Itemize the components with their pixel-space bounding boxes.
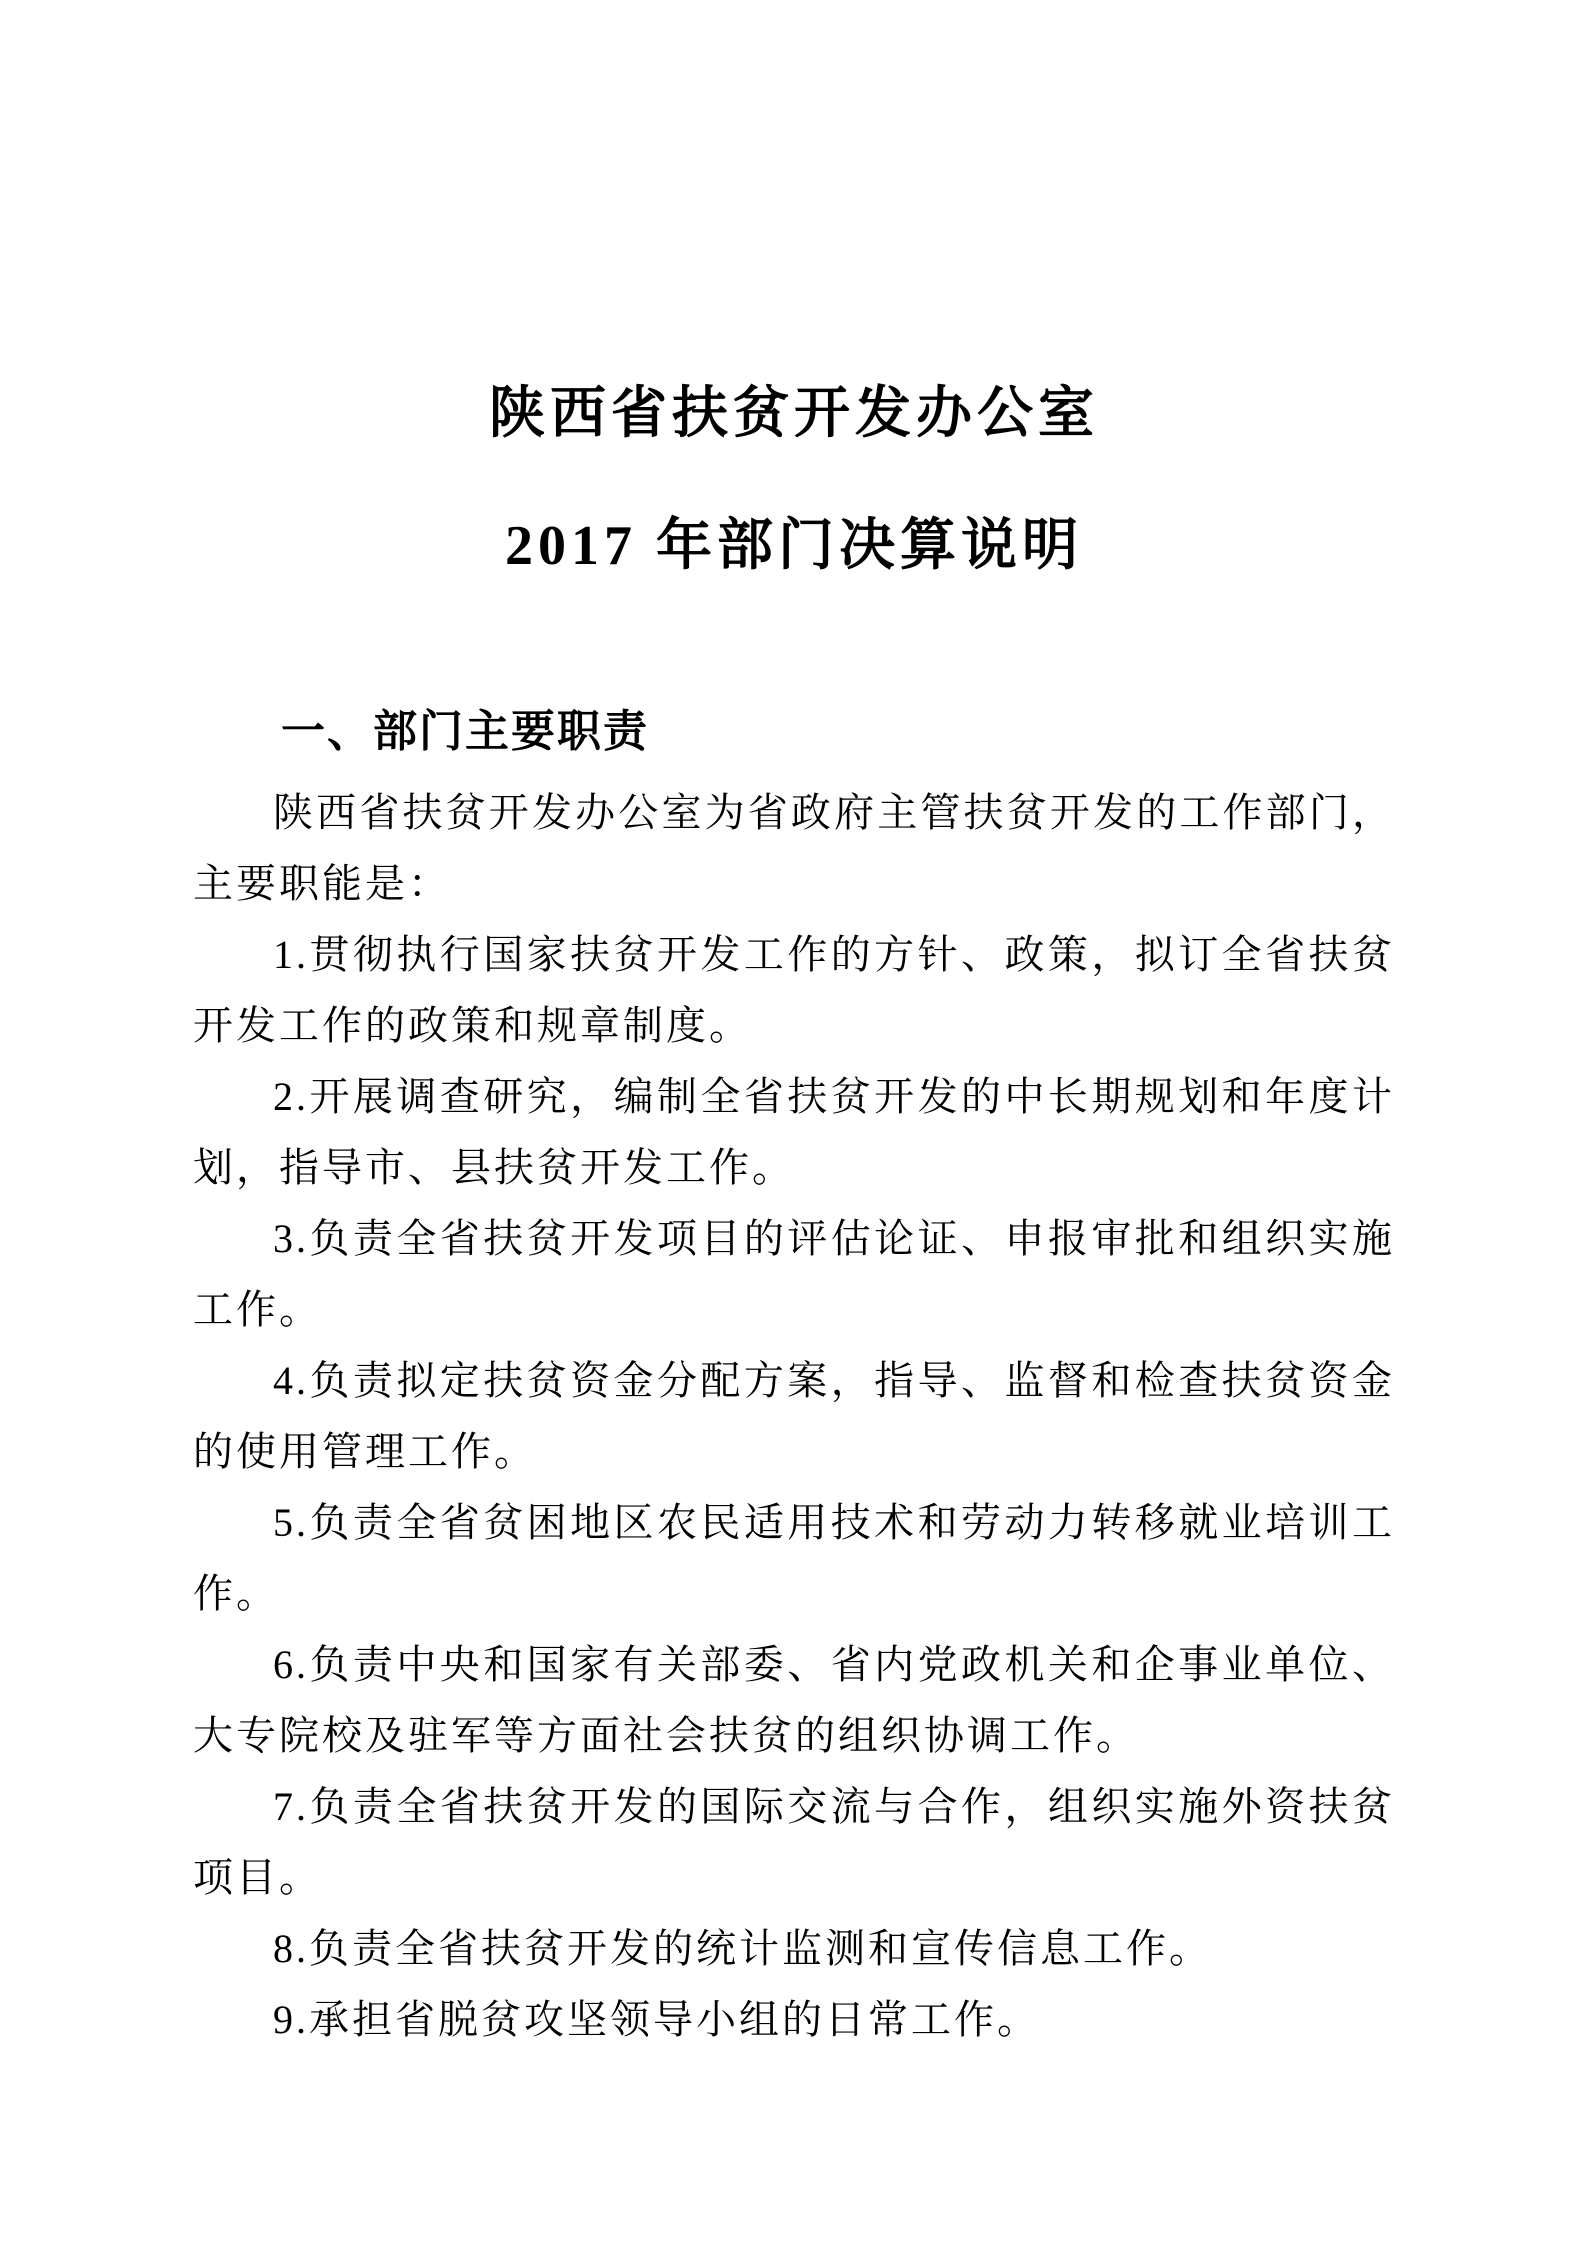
document-title-line1: 陕西省扶贫开发办公室 (489, 383, 1099, 445)
duty-item-3: 3.负责全省扶贫开发项目的评估论证、申报审批和组织实施工作。 (193, 1216, 1395, 1332)
duty-item-7: 7.负责全省扶贫开发的国际交流与合作，组织实施外资扶贫项目。 (193, 1784, 1395, 1900)
intro-paragraph: 陕西省扶贫开发办公室为省政府主管扶贫开发的工作部门，主要职能是： (193, 790, 1395, 906)
duty-item-5: 5.负责全省贫困地区农民适用技术和劳动力转移就业培训工作。 (193, 1500, 1395, 1616)
duty-item-6: 6.负责中央和国家有关部委、省内党政机关和企事业单位、大专院校及驻军等方面社会扶贫的组织协调工作。 (193, 1642, 1395, 1758)
duty-item-8: 8.负责全省扶贫开发的统计监测和宣传信息工作。 (273, 1926, 1212, 1971)
duty-item-2: 2.开展调查研究，编制全省扶贫开发的中长期规划和年度计划，指导市、县扶贫开发工作。 (193, 1074, 1395, 1190)
document-body (193, 777, 1395, 2055)
section-heading-main-duties: 一、部门主要职责 (281, 707, 649, 756)
document-title-line2: 2017 年部门决算说明 (505, 515, 1083, 577)
duty-item-1: 1.贯彻执行国家扶贫开发工作的方针、政策，拟订全省扶贫开发工作的政策和规章制度。 (193, 932, 1395, 1048)
duty-item-4: 4.负责拟定扶贫资金分配方案，指导、监督和检查扶贫资金的使用管理工作。 (193, 1358, 1395, 1474)
duty-item-9: 9.承担省脱贫攻坚领导小组的日常工作。 (273, 1997, 1040, 2042)
